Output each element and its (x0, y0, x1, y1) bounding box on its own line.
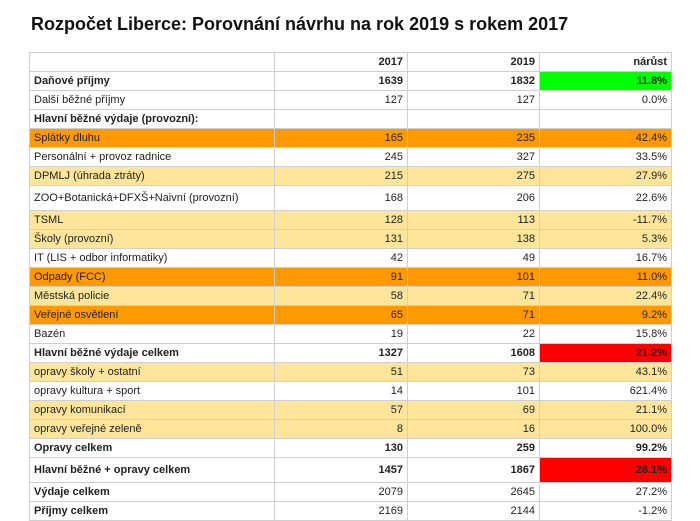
row-label: Hlavní běžné výdaje celkem (30, 344, 275, 363)
table-row (30, 249, 672, 268)
table-row (30, 401, 672, 420)
table-row (30, 72, 672, 91)
growth-value (540, 110, 672, 129)
value-2017: 127 (275, 91, 408, 110)
value-2019: 2144 (408, 502, 540, 521)
value-2017: 1327 (275, 344, 408, 363)
growth-value: 5.3% (540, 230, 672, 249)
table-row (30, 382, 672, 401)
value-2019: 2645 (408, 483, 540, 502)
row-label: Odpady (FCC) (30, 268, 275, 287)
table-row (30, 129, 672, 148)
row-label: Veřejné osvětlení (30, 306, 275, 325)
row-label: Městská policie (30, 287, 275, 306)
value-2017: 2169 (275, 502, 408, 521)
value-2019: 1832 (408, 72, 540, 91)
value-2017: 215 (275, 167, 408, 186)
growth-value: 33.5% (540, 148, 672, 167)
header-growth: nárůst (540, 53, 672, 72)
value-2017: 131 (275, 230, 408, 249)
value-2017 (275, 110, 408, 129)
value-2017: 2079 (275, 483, 408, 502)
table-row (30, 325, 672, 344)
total-row (30, 483, 672, 502)
growth-value: 99.2% (540, 439, 672, 458)
table-row (30, 306, 672, 325)
value-2019: 101 (408, 268, 540, 287)
growth-value: 621.4% (540, 382, 672, 401)
row-label: Splátky dluhu (30, 129, 275, 148)
growth-value: 22.4% (540, 287, 672, 306)
value-2017: 42 (275, 249, 408, 268)
page-title: Rozpočet Liberce: Porovnání návrhu na rok 2019 s rokem 2017 (31, 14, 569, 34)
table-header-row (30, 53, 672, 72)
row-label: Personální + provoz radnice (30, 148, 275, 167)
growth-value: 0.0% (540, 91, 672, 110)
value-2017: 130 (275, 439, 408, 458)
value-2019: 138 (408, 230, 540, 249)
value-2017: 1457 (275, 458, 408, 483)
value-2017: 168 (275, 186, 408, 211)
table-row (30, 230, 672, 249)
row-label: ZOO+Botanická+DFXŠ+Naivní (provozní) (30, 186, 275, 211)
growth-value: 21.2% (540, 344, 672, 363)
growth-value: 16.7% (540, 249, 672, 268)
header-2019: 2019 (408, 53, 540, 72)
table-row (30, 91, 672, 110)
value-2019: 22 (408, 325, 540, 344)
value-2019: 275 (408, 167, 540, 186)
growth-value: 21.1% (540, 401, 672, 420)
growth-value: 100.0% (540, 420, 672, 439)
row-label: opravy kultura + sport (30, 382, 275, 401)
growth-value: 27.9% (540, 167, 672, 186)
growth-value: 22.6% (540, 186, 672, 211)
total-row (30, 439, 672, 458)
growth-value: 11.8% (540, 72, 672, 91)
row-label: opravy školy + ostatní (30, 363, 275, 382)
table-row (30, 287, 672, 306)
value-2017: 165 (275, 129, 408, 148)
growth-value: -1.2% (540, 502, 672, 521)
table-row (30, 211, 672, 230)
growth-value: 28.1% (540, 458, 672, 483)
value-2017: 128 (275, 211, 408, 230)
table-row (30, 186, 672, 211)
value-2017: 245 (275, 148, 408, 167)
row-label: Hlavní běžné + opravy celkem (30, 458, 275, 483)
value-2019: 73 (408, 363, 540, 382)
row-label: Školy (provozní) (30, 230, 275, 249)
value-2017: 91 (275, 268, 408, 287)
section-header-row (30, 110, 672, 129)
budget-table (29, 52, 672, 521)
value-2019: 235 (408, 129, 540, 148)
value-2019: 127 (408, 91, 540, 110)
value-2019: 101 (408, 382, 540, 401)
value-2019: 71 (408, 287, 540, 306)
value-2019: 206 (408, 186, 540, 211)
row-label: IT (LIS + odbor informatiky) (30, 249, 275, 268)
section-label: Hlavní běžné výdaje (provozní): (30, 110, 275, 129)
table-row (30, 148, 672, 167)
row-label: DPMLJ (úhrada ztráty) (30, 167, 275, 186)
value-2017: 14 (275, 382, 408, 401)
table-row (30, 420, 672, 439)
value-2019: 1608 (408, 344, 540, 363)
value-2019: 71 (408, 306, 540, 325)
row-label: TSML (30, 211, 275, 230)
row-label: Příjmy celkem (30, 502, 275, 521)
value-2019: 16 (408, 420, 540, 439)
growth-value: -11.7% (540, 211, 672, 230)
value-2019: 69 (408, 401, 540, 420)
table-row (30, 363, 672, 382)
value-2019 (408, 110, 540, 129)
growth-value: 15.8% (540, 325, 672, 344)
value-2017: 58 (275, 287, 408, 306)
total-row (30, 458, 672, 483)
table-row (30, 268, 672, 287)
total-row (30, 344, 672, 363)
header-label-cell (30, 53, 275, 72)
value-2019: 1867 (408, 458, 540, 483)
growth-value: 42.4% (540, 129, 672, 148)
value-2017: 65 (275, 306, 408, 325)
value-2019: 327 (408, 148, 540, 167)
header-2017: 2017 (275, 53, 408, 72)
row-label: Opravy celkem (30, 439, 275, 458)
row-label: Daňové příjmy (30, 72, 275, 91)
value-2019: 49 (408, 249, 540, 268)
value-2017: 8 (275, 420, 408, 439)
value-2017: 51 (275, 363, 408, 382)
table-row (30, 167, 672, 186)
row-label: Výdaje celkem (30, 483, 275, 502)
value-2019: 113 (408, 211, 540, 230)
growth-value: 11.0% (540, 268, 672, 287)
total-row (30, 502, 672, 521)
growth-value: 43.1% (540, 363, 672, 382)
row-label: opravy komunikací (30, 401, 275, 420)
value-2017: 19 (275, 325, 408, 344)
growth-value: 9.2% (540, 306, 672, 325)
row-label: Další běžné příjmy (30, 91, 275, 110)
growth-value: 27.2% (540, 483, 672, 502)
value-2017: 57 (275, 401, 408, 420)
row-label: opravy veřejné zeleně (30, 420, 275, 439)
value-2017: 1639 (275, 72, 408, 91)
value-2019: 259 (408, 439, 540, 458)
row-label: Bazén (30, 325, 275, 344)
